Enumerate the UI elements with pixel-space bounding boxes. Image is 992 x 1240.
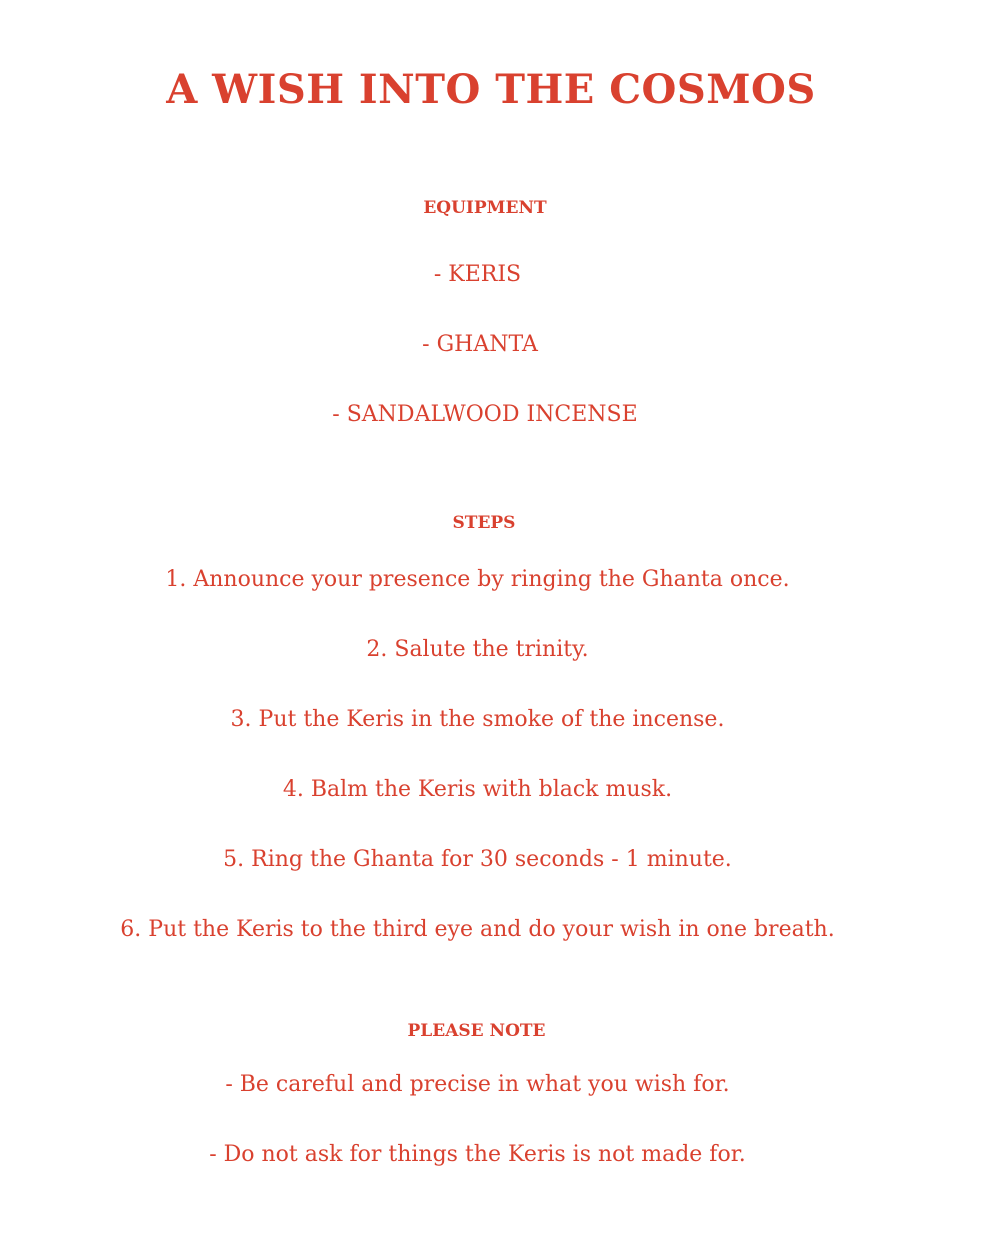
step-6: 6. Put the Keris to the third eye and do your wish in one breath. xyxy=(120,917,835,942)
steps-heading: STEPS xyxy=(452,513,516,533)
equipment-item-incense: - SANDALWOOD INCENSE xyxy=(332,402,638,427)
note-heading: PLEASE NOTE xyxy=(407,1021,546,1041)
step-5: 5. Ring the Ghanta for 30 seconds - 1 minute. xyxy=(223,847,732,872)
equipment-item-keris: - KERIS xyxy=(433,262,522,287)
step-3: 3. Put the Keris in the smoke of the incense. xyxy=(230,707,725,732)
note-item-1: - Be careful and precise in what you wish for. xyxy=(225,1072,730,1097)
step-1: 1. Announce your presence by ringing the Ghanta once. xyxy=(165,567,790,592)
page-title: A WISH INTO THE COSMOS xyxy=(166,66,816,113)
step-2: 2. Salute the trinity. xyxy=(366,637,589,662)
note-item-2: - Do not ask for things the Keris is not made for. xyxy=(209,1142,746,1167)
equipment-item-ghanta: - GHANTA xyxy=(422,332,538,357)
equipment-heading: EQUIPMENT xyxy=(423,198,547,218)
step-4: 4. Balm the Keris with black musk. xyxy=(282,777,673,802)
